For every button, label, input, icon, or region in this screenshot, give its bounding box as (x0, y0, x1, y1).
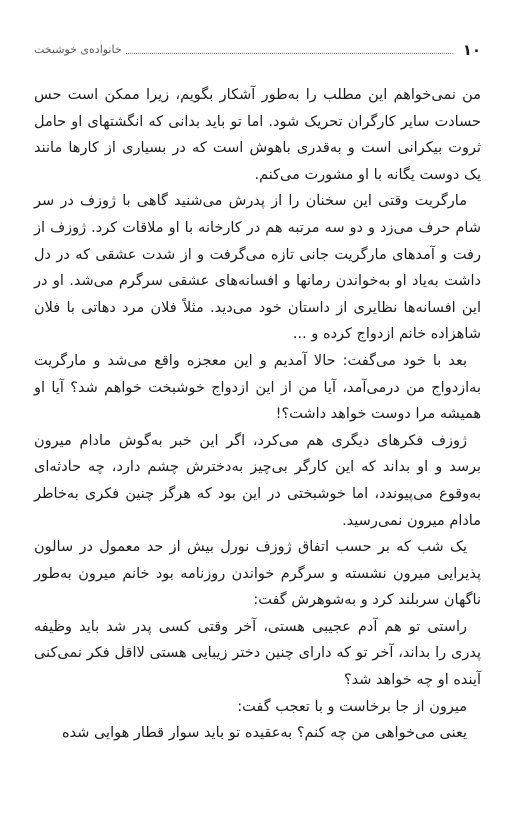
page-number: ۱۰ (462, 41, 481, 59)
paragraph: بعد با خود می‌گفت: حالا آمدیم و این معجزه واقع می‌شد و مارگریت به‌ازدواج من درمی‌آمد، آیا من از این ازدواج خوشبخت خواهم شد؟ آیا او همیشه مرا دوست خواهد داشت؟! (34, 352, 481, 423)
paragraph: میرون از جا برخاست و با تعجب گفت: (237, 698, 467, 715)
running-header (34, 40, 481, 60)
paragraph: یک شب که بر حسب اتفاق ژوزف نورل بیش از حد معمول در سالون پذیرایی میرون نشسته و سرگرم خواندن روزنامه بود خانم میرون به‌طور ناگهان سربلند کرد و به‌شوهرش گفت: (34, 539, 481, 609)
running-title: خانواده‌ی خوشبخت (34, 43, 122, 56)
paragraph: راستی تو هم آدم عجیبی هستی، آخر وقتی کسی پدر شد باید وظیفه پدری را بداند، آخر تو که دارای چنین دختر زیبایی هستی لااقل فکر نمی‌کنی آینده او چه خواهد شد؟ (34, 618, 481, 689)
paragraph: ژوزف فکرهای دیگری هم می‌کرد، اگر این خبر به‌گوش مادام میرون برسد و او بداند که این کارگر بی‌چیز به‌دخترش چشم دارد، چه حادثه‌ای به‌وقوع می‌پیوندد، اما خوشبختی در این بود که هرگز چنین فکری به‌خاطر مادام میرون نمی‌رسید. (34, 432, 481, 529)
paragraph: من نمی‌خواهم این مطلب را به‌طور آشکار بگویم، زیرا ممکن است حس حسادت سایر کارگران تحریک شود. اما تو باید بدانی که انگشتهای او حامل ثروت بیکرانی است و به‌قدری باهوش است که در بسیاری از کارها مانند یک دوست یگانه با او مشورت می‌کنم. (34, 87, 481, 183)
header-dot-leader (126, 53, 453, 54)
paragraph: مارگریت وقتی این سخنان را از پدرش می‌شنید گاهی با ژوزف در سر شام حرف می‌زد و دو سه مرتبه هم در کارخانه با او ملاقات کرد. ژوزف از رفت و آمدهای مارگریت جانی تازه می‌گرفت و از شدت عشقی که در دل داشت به‌یاد او به‌خواندن رمانها و افسانه‌های عشقی سرگرم می‌شد. او در این افسانه‌ها نظایری از داستان خود می‌دید. مثلاً فلان مرد دهاتی با فلان شاهزاده خانم ازدواج کرده و ... (34, 193, 481, 343)
paragraph: یعنی می‌خواهی من چه کنم؟ به‌عقیده تو باید سوار قطار هوایی شده (62, 725, 467, 742)
page-body (34, 82, 481, 747)
